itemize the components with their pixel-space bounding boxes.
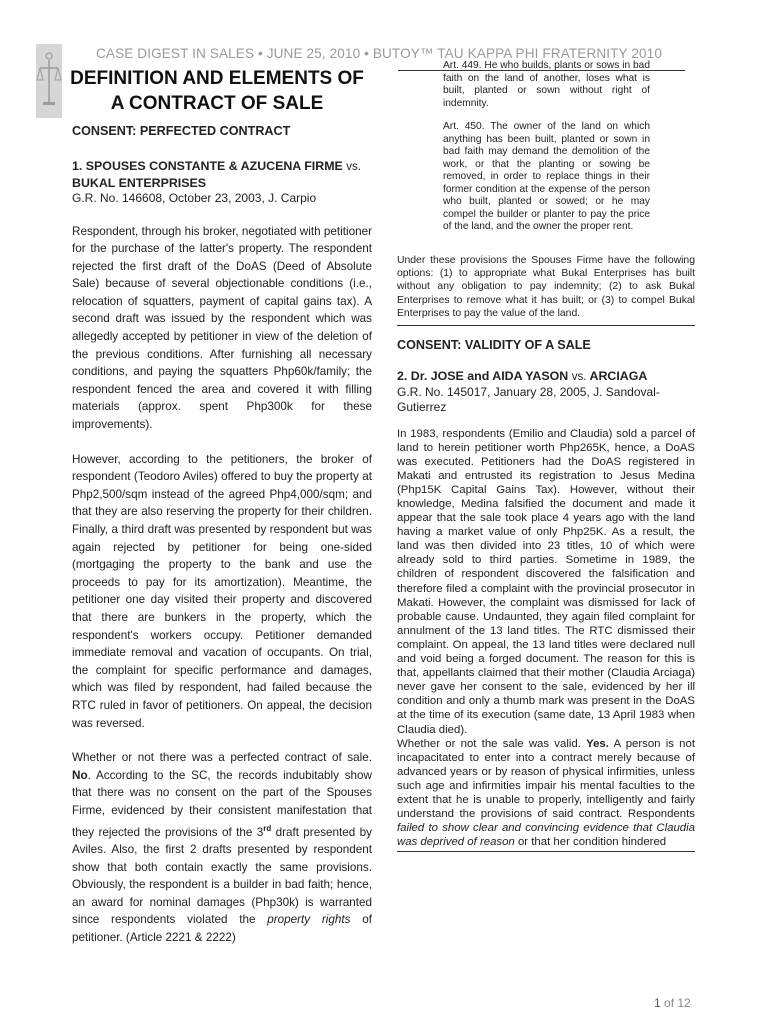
- facts-paragraph-2: However, according to the petitioners, the broker of respondent (Teodoro Aviles) offered to buy the property at Php2,500/sqm instead of the agreed Php4,000/sqm; and that they are also reserving the property for their children. Finally, a third draft was presented by respondent but was again rejected by petitioner for being one-sided (mortgaging the property to the bank and use the proceeds to pay for its amortization). Meantime, the petitioner one day visited their property and discovered that there are bunkers in the property, which the respondent's workers occupy. Petitioner demanded immediate removal and vacation of occupants. On trial, the complaint for specific performance and damages, which was filed by respondent, had failed because the RTC ruled in favor of petitioners. On appeal, the decision was reversed.: [72, 452, 372, 730]
- scales-of-justice-icon: [36, 44, 62, 118]
- issue-paragraph: [397, 737, 695, 850]
- ruling-answer: Yes.: [586, 737, 609, 750]
- section-heading-validity: CONSENT: VALIDITY OF A SALE: [397, 337, 591, 352]
- case-parties: 2. Dr. JOSE and AIDA YASON: [397, 368, 569, 383]
- case-respondent: BUKAL ENTERPRISES: [72, 176, 207, 190]
- issue-text: Whether or not the sale was valid.: [397, 737, 581, 750]
- fraternity-logo: [36, 44, 62, 118]
- left-column: [72, 124, 372, 947]
- case-vs: vs.: [571, 369, 587, 383]
- case-citation: G.R. No. 145017, January 28, 2005, J. Sandoval-Gutierrez: [397, 384, 660, 415]
- article-450: Art. 450. The owner of the land on which anything has been built, planted or sown in bad faith may demand the demolition of the work, or that the planting or sowing be removed, in order to replace things in their former condition at the expense of the person who built, planted or sowed; or he may compel the builder or planter to pay the price of the land, and the owner the proper rent.: [443, 121, 650, 232]
- ruling-answer: No: [72, 768, 88, 782]
- case-title-firme: [72, 158, 372, 191]
- title-line-1: DEFINITION AND ELEMENTS OF: [70, 68, 364, 89]
- case-title-yason: [397, 368, 695, 385]
- facts-paragraph-1: Respondent, through his broker, negotiated with petitioner for the purchase of the latter's property. The respondent rejected the first draft of the DoAS (Deed of Absolute Sale) because of several objectionable conditions (i.e., relocation of squatters, payment of capital gains tax). A second draft was issued by the respondent which was allegedly accepted by petitioner in view of the deletion of the previous conditions. After furnishing all necessary conditions, and paying the squatters Php60k/family; the respondent fenced the area and covered it with filling materials (approx. spent Php300k for these improvements).: [72, 224, 372, 432]
- issue-text: Whether or not there was a perfected contract of sale.: [72, 751, 372, 765]
- column-end-rule: [397, 851, 695, 852]
- case-vs: vs.: [346, 160, 362, 173]
- ruling-text-1: A person is not incapacitated to enter into a contract merely because of advanced years or by reason of physical infirmities, unless such age and infirmities impair his mental faculties to the extent that he is unable to properly, intelligently and fairly understand the provisions of said contract. Respondents: [397, 737, 696, 821]
- section-heading-perfected-contract: CONSENT: PERFECTED CONTRACT: [72, 124, 291, 138]
- document-title: [62, 66, 372, 116]
- case-respondent: ARCIAGA: [589, 368, 648, 383]
- ordinal-superscript: rd: [263, 823, 272, 833]
- running-header: CASE DIGEST IN SALES • JUNE 25, 2010 • BUTOY™ TAU KAPPA PHI FRATERNITY 2010: [96, 46, 662, 61]
- options-paragraph: Under these provisions the Spouses Firme have the following options: (1) to appropriate what Bukal Enterprises has built without any obligation to pay indemnity; (2) to ask Bukal Enterprises to remove what it has built; or (3) to compel Bukal Enterprises to pay the value of the land.: [397, 254, 695, 320]
- case-parties: 1. SPOUSES CONSTANTE & AZUCENA FIRME: [72, 159, 343, 173]
- ruling-italic: property rights: [267, 913, 351, 927]
- ruling-text-2: or that her condition hindered: [514, 836, 667, 849]
- facts-paragraph: In 1983, respondents (Emilio and Claudia) sold a parcel of land to herein petitioner worth Php265K, hence, a DoAS was executed. Petitioners had the DoAS registered in Makati and entrusted its registration to Jesus Medina (Php15K Capital Gains Tax). However, without their knowledge, Medina falsified the document and made it appear that the sale took place 4 years ago with the land having a market value of only Php25K. As a result, the land was then divided into 23 titles, 10 of which were already sold to third parties. Sometime in 1989, the children of respondent discovered the falsification and therefore filed a complaint with the provincial prosecutor in Makati. However, the complaint was dismissed for lack of probable cause. Undaunted, they again filed complaint for annulment of the 13 land titles. The RTC dismissed their complaint. On appeal, the 13 land titles were declared null and void being a forged document. The reason for this is that, appellants claimed that their mother (Claudia Arciaga) never gave her consent to the sale, evidenced by her ill condition and only a thumb mark was present in the DoAS at the time of its execution (same date, 13 April 1983 when Claudia died).: [397, 427, 695, 736]
- ruling-text-3: of petitioner. (Article 2221 & 2222): [72, 913, 373, 944]
- right-column: [397, 60, 695, 852]
- ruling-paragraph: [72, 749, 372, 946]
- ruling-italic: failed to show clear and convincing evidence that Claudia was deprived of reason: [397, 822, 695, 849]
- title-line-2: A CONTRACT OF SALE: [110, 93, 324, 114]
- total-pages: of 12: [664, 996, 691, 1010]
- case-citation: G.R. No. 146608, October 23, 2003, J. Carpio: [72, 191, 317, 205]
- article-449: Art. 449. He who builds, plants or sows in bad faith on the land of another, loses what is built, planted or sown without right of indemnity.: [443, 60, 650, 109]
- page-indicator: [654, 996, 691, 1010]
- ruling-text-2: draft presented by Aviles. Also, the first 2 drafts presented by respondent show that both contain exactly the same provisions. Obviously, the respondent is a builder in bad faith; hence, an award for nominal damages (Php30k) is warranted since respondents violated the: [72, 825, 372, 927]
- current-page: 1: [654, 996, 661, 1010]
- ruling-text-1: . According to the SC, the records indubitably show that there was no consent on the part of the Spouses Firme, evidenced by their consistent manifestation that they rejected the provisions of the 3: [72, 768, 372, 839]
